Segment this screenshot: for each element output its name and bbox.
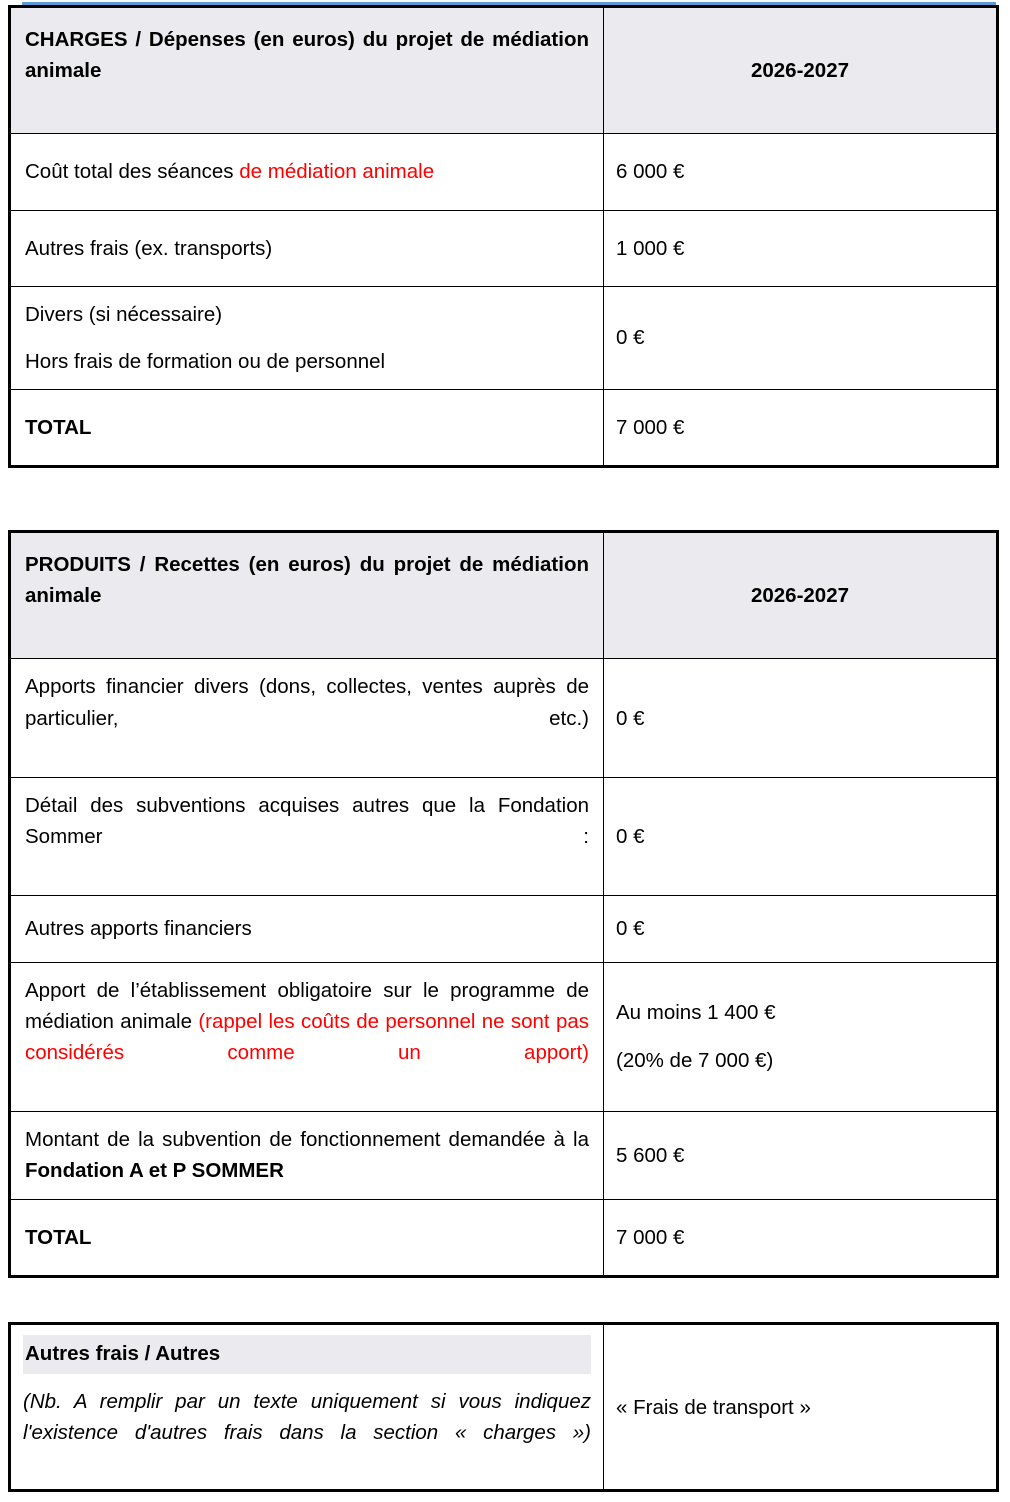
charges-header-label-cell bbox=[10, 7, 604, 134]
charges-row2-label-line1: Divers (si nécessaire) bbox=[25, 302, 223, 326]
produits-row4-value-cell bbox=[604, 1112, 998, 1199]
charges-row2-value-cell bbox=[604, 286, 998, 389]
charges-row2-label-line2: Hors frais de formation ou de personnel bbox=[25, 349, 386, 373]
produits-row2-label-cell bbox=[10, 896, 604, 962]
produits-row1-value: 0 € bbox=[616, 825, 645, 849]
produits-row3-label-highlight: (rappel les coûts de personnel ne sont pas considérés comme un apport) bbox=[25, 1009, 589, 1064]
produits-total-value: 7 000 € bbox=[616, 1225, 685, 1249]
produits-total-label: TOTAL bbox=[25, 1225, 92, 1249]
autres-frais-title: Autres frais / Autres bbox=[23, 1335, 591, 1374]
produits-header-label: PRODUITS / Recettes (en euros) du projet de médiation animale bbox=[25, 553, 589, 608]
produits-row0-value-cell bbox=[604, 659, 998, 777]
autres-frais-row bbox=[10, 1324, 998, 1491]
charges-header-period: 2026-2027 bbox=[750, 59, 850, 83]
produits-row3-label-cell bbox=[10, 962, 604, 1112]
produits-row1-label: Détail des subventions acquises autres que la Fondation Sommer : bbox=[25, 793, 589, 849]
produits-row4-label-cell bbox=[10, 1112, 604, 1199]
produits-row3-label-prefix: Apport de l’établissement obligatoire sur le programme de médiation animale bbox=[25, 978, 589, 1033]
table-row bbox=[10, 962, 998, 1112]
table-row bbox=[10, 390, 998, 467]
autres-frais-note: (Nb. A remplir par un texte uniquement si vous indiquez l'existence d'autres frais dans la section « charges ») bbox=[23, 1389, 591, 1444]
produits-row0-label: Apports financier divers (dons, collectes, ventes auprès de particulier, etc.) bbox=[25, 675, 589, 730]
charges-row0-value-cell bbox=[604, 134, 998, 210]
produits-row4-value: 5 600 € bbox=[616, 1143, 685, 1167]
autres-frais-note-cell bbox=[10, 1324, 604, 1491]
charges-table bbox=[8, 5, 999, 468]
autres-frais-value: « Frais de transport » bbox=[616, 1395, 811, 1419]
charges-row0-label-highlight: de médiation animale bbox=[239, 160, 435, 184]
table-row bbox=[10, 777, 998, 895]
produits-row1-label-cell bbox=[10, 777, 604, 895]
produits-total-value-cell bbox=[604, 1199, 998, 1276]
charges-total-label: TOTAL bbox=[25, 416, 92, 440]
charges-row0-value: 6 000 € bbox=[616, 160, 685, 184]
charges-header-row bbox=[10, 7, 998, 134]
produits-row0-label-cell bbox=[10, 659, 604, 777]
charges-row1-label-cell bbox=[10, 210, 604, 286]
table-row bbox=[10, 286, 998, 389]
produits-row2-label: Autres apports financiers bbox=[25, 917, 252, 941]
charges-row0-label-cell bbox=[10, 134, 604, 210]
produits-row3-value-line1: Au moins 1 400 € bbox=[616, 1001, 776, 1025]
table-row bbox=[10, 134, 998, 210]
produits-header-row bbox=[10, 532, 998, 659]
produits-row1-value-cell bbox=[604, 777, 998, 895]
charges-total-value: 7 000 € bbox=[616, 416, 685, 440]
produits-row0-value: 0 € bbox=[616, 706, 645, 730]
charges-header-value-cell bbox=[604, 7, 998, 134]
table-row bbox=[10, 1199, 998, 1276]
produits-total-label-cell bbox=[10, 1199, 604, 1276]
produits-header-value-cell bbox=[604, 532, 998, 659]
produits-table bbox=[8, 530, 999, 1278]
charges-total-label-cell bbox=[10, 390, 604, 467]
produits-row3-value-cell bbox=[604, 962, 998, 1112]
autres-frais-value-cell bbox=[604, 1324, 998, 1491]
produits-row4-label-prefix: Montant de la subvention de fonctionnement demandée à la bbox=[25, 1128, 589, 1152]
table-row bbox=[10, 210, 998, 286]
produits-row4-label-foundation: Fondation A et P SOMMER bbox=[25, 1159, 284, 1183]
produits-row3-value-line2: (20% de 7 000 €) bbox=[616, 1049, 774, 1073]
produits-header-period: 2026-2027 bbox=[750, 584, 850, 608]
charges-row1-value: 1 000 € bbox=[616, 236, 685, 260]
produits-header-label-cell bbox=[10, 532, 604, 659]
charges-row0-label-prefix: Coût total des séances bbox=[25, 160, 240, 184]
charges-row1-value-cell bbox=[604, 210, 998, 286]
charges-row1-label: Autres frais (ex. transports) bbox=[25, 236, 273, 260]
table-row bbox=[10, 659, 998, 777]
charges-row2-value: 0 € bbox=[616, 326, 645, 350]
charges-header-label: CHARGES / Dépenses (en euros) du projet de médiation animale bbox=[25, 28, 589, 83]
produits-row2-value: 0 € bbox=[616, 917, 645, 941]
charges-row2-label-cell bbox=[10, 286, 604, 389]
table-row bbox=[10, 896, 998, 962]
table-row bbox=[10, 1112, 998, 1199]
autres-frais-table bbox=[8, 1322, 999, 1492]
charges-total-value-cell bbox=[604, 390, 998, 467]
produits-row2-value-cell bbox=[604, 896, 998, 962]
